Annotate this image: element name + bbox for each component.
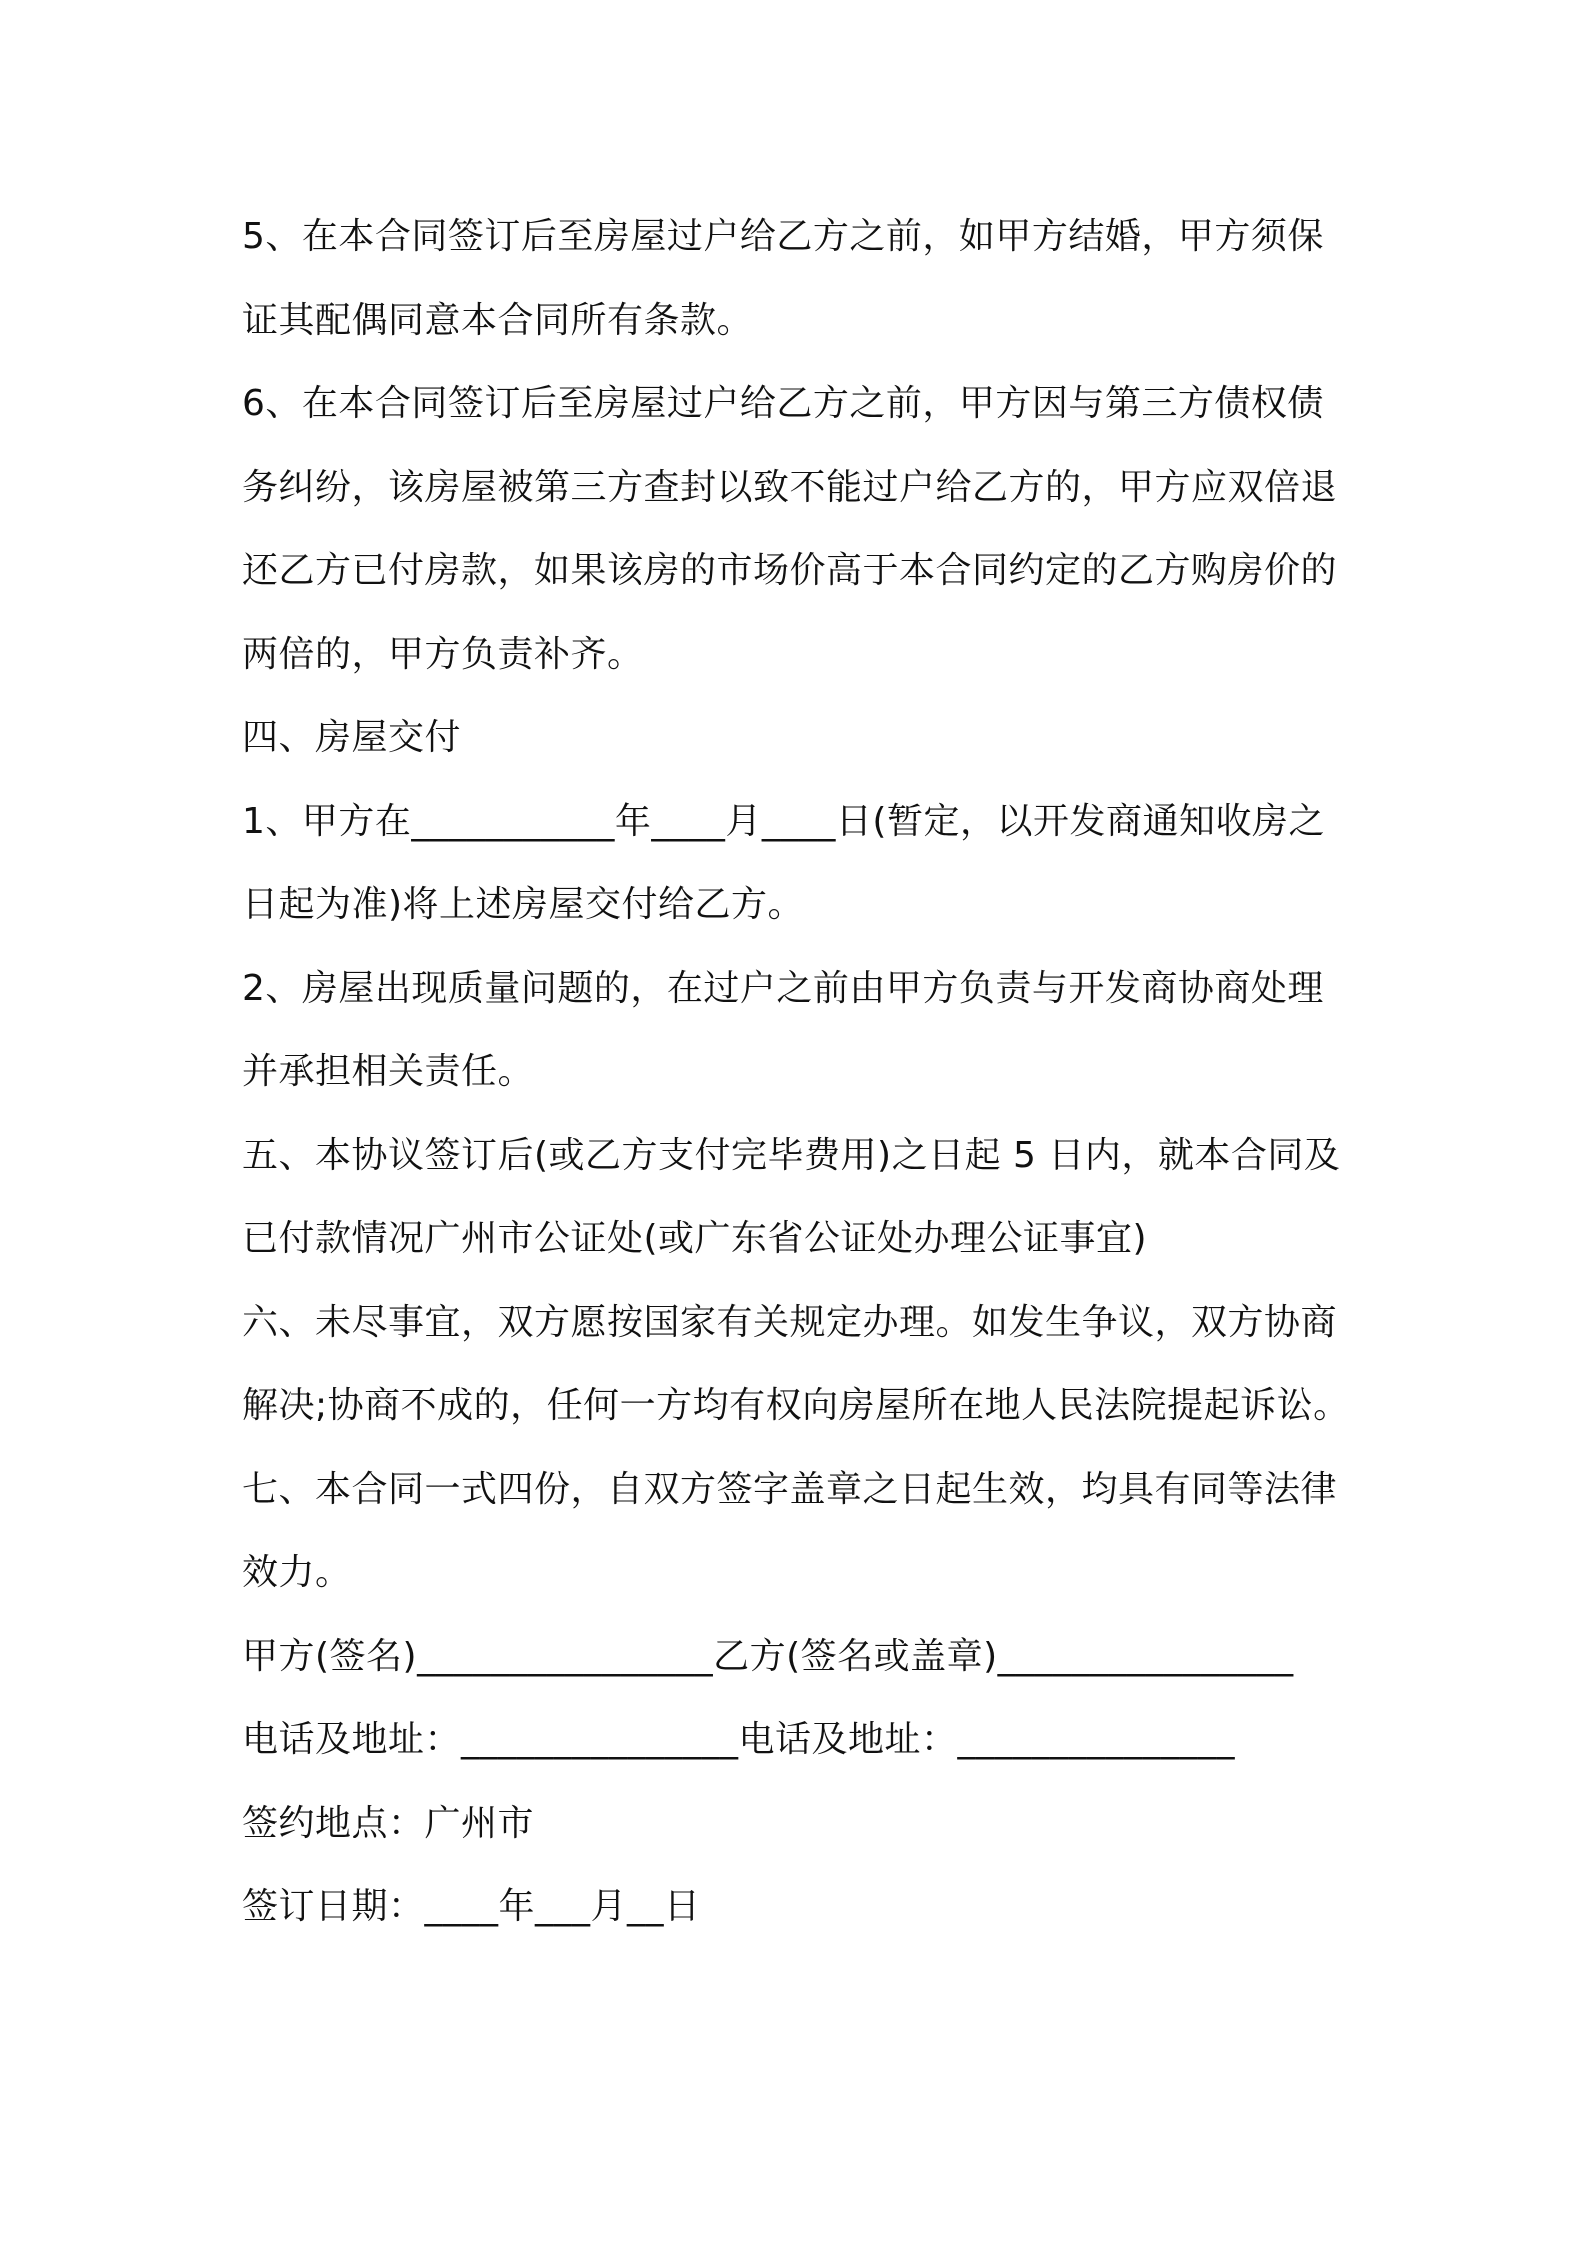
clause-5-line-1: 5、在本合同签订后至房屋过户给乙方之前，如甲方结婚，甲方须保 [242,216,1324,257]
delivery-clause-1-line-2: 日起为准)将上述房屋交付给乙方。 [242,884,805,925]
signing-place: 签约地点：广州市 [242,1802,535,1844]
delivery-clause-1-line-1: 1、甲方在___________年____月____日(暂定，以开发商通知收房之 [242,800,1325,842]
signing-date: 签订日期：____年___月__日 [242,1886,701,1927]
contact-address-line: 电话及地址：_______________电话及地址：_______________ [242,1719,1236,1760]
signature-line: 甲方(签名)________________乙方(签名或盖章)________________ [242,1635,1294,1677]
delivery-clause-2-line-2: 并承担相关责任。 [242,1051,535,1092]
section-5-line-2: 已付款情况广州市公证处(或广东省公证处办理公证事宜) [242,1218,1148,1259]
clause-5-line-2: 证其配偶同意本合同所有条款。 [242,299,754,341]
section-4-heading: 四、房屋交付 [242,717,462,758]
section-7-line-1: 七、本合同一式四份，自双方签字盖章之日起生效，均具有同等法律 [242,1468,1338,1510]
section-6-line-2: 解决;协商不成的，任何一方均有权向房屋所在地人民法院提起诉讼。 [242,1385,1350,1426]
clause-6-line-1: 6、在本合同签订后至房屋过户给乙方之前，甲方因与第三方债权债 [242,383,1324,424]
section-7-line-2: 效力。 [242,1552,352,1593]
delivery-clause-2-line-1: 2、房屋出现质量问题的，在过户之前由甲方负责与开发商协商处理 [242,967,1324,1009]
clause-6-line-3: 还乙方已付房款，如果该房的市场价高于本合同约定的乙方购房价的 [242,550,1338,591]
clause-6-line-2: 务纠纷，该房屋被第三方查封以致不能过户给乙方的，甲方应双倍退 [242,466,1338,508]
document-body [242,195,1362,1949]
section-6-line-1: 六、未尽事宜，双方愿按国家有关规定办理。如发生争议，双方协商 [242,1301,1338,1343]
clause-6-line-4: 两倍的，甲方负责补齐。 [242,633,644,675]
section-5-line-1: 五、本协议签订后(或乙方支付完毕费用)之日起 5 日内，就本合同及 [242,1134,1341,1176]
